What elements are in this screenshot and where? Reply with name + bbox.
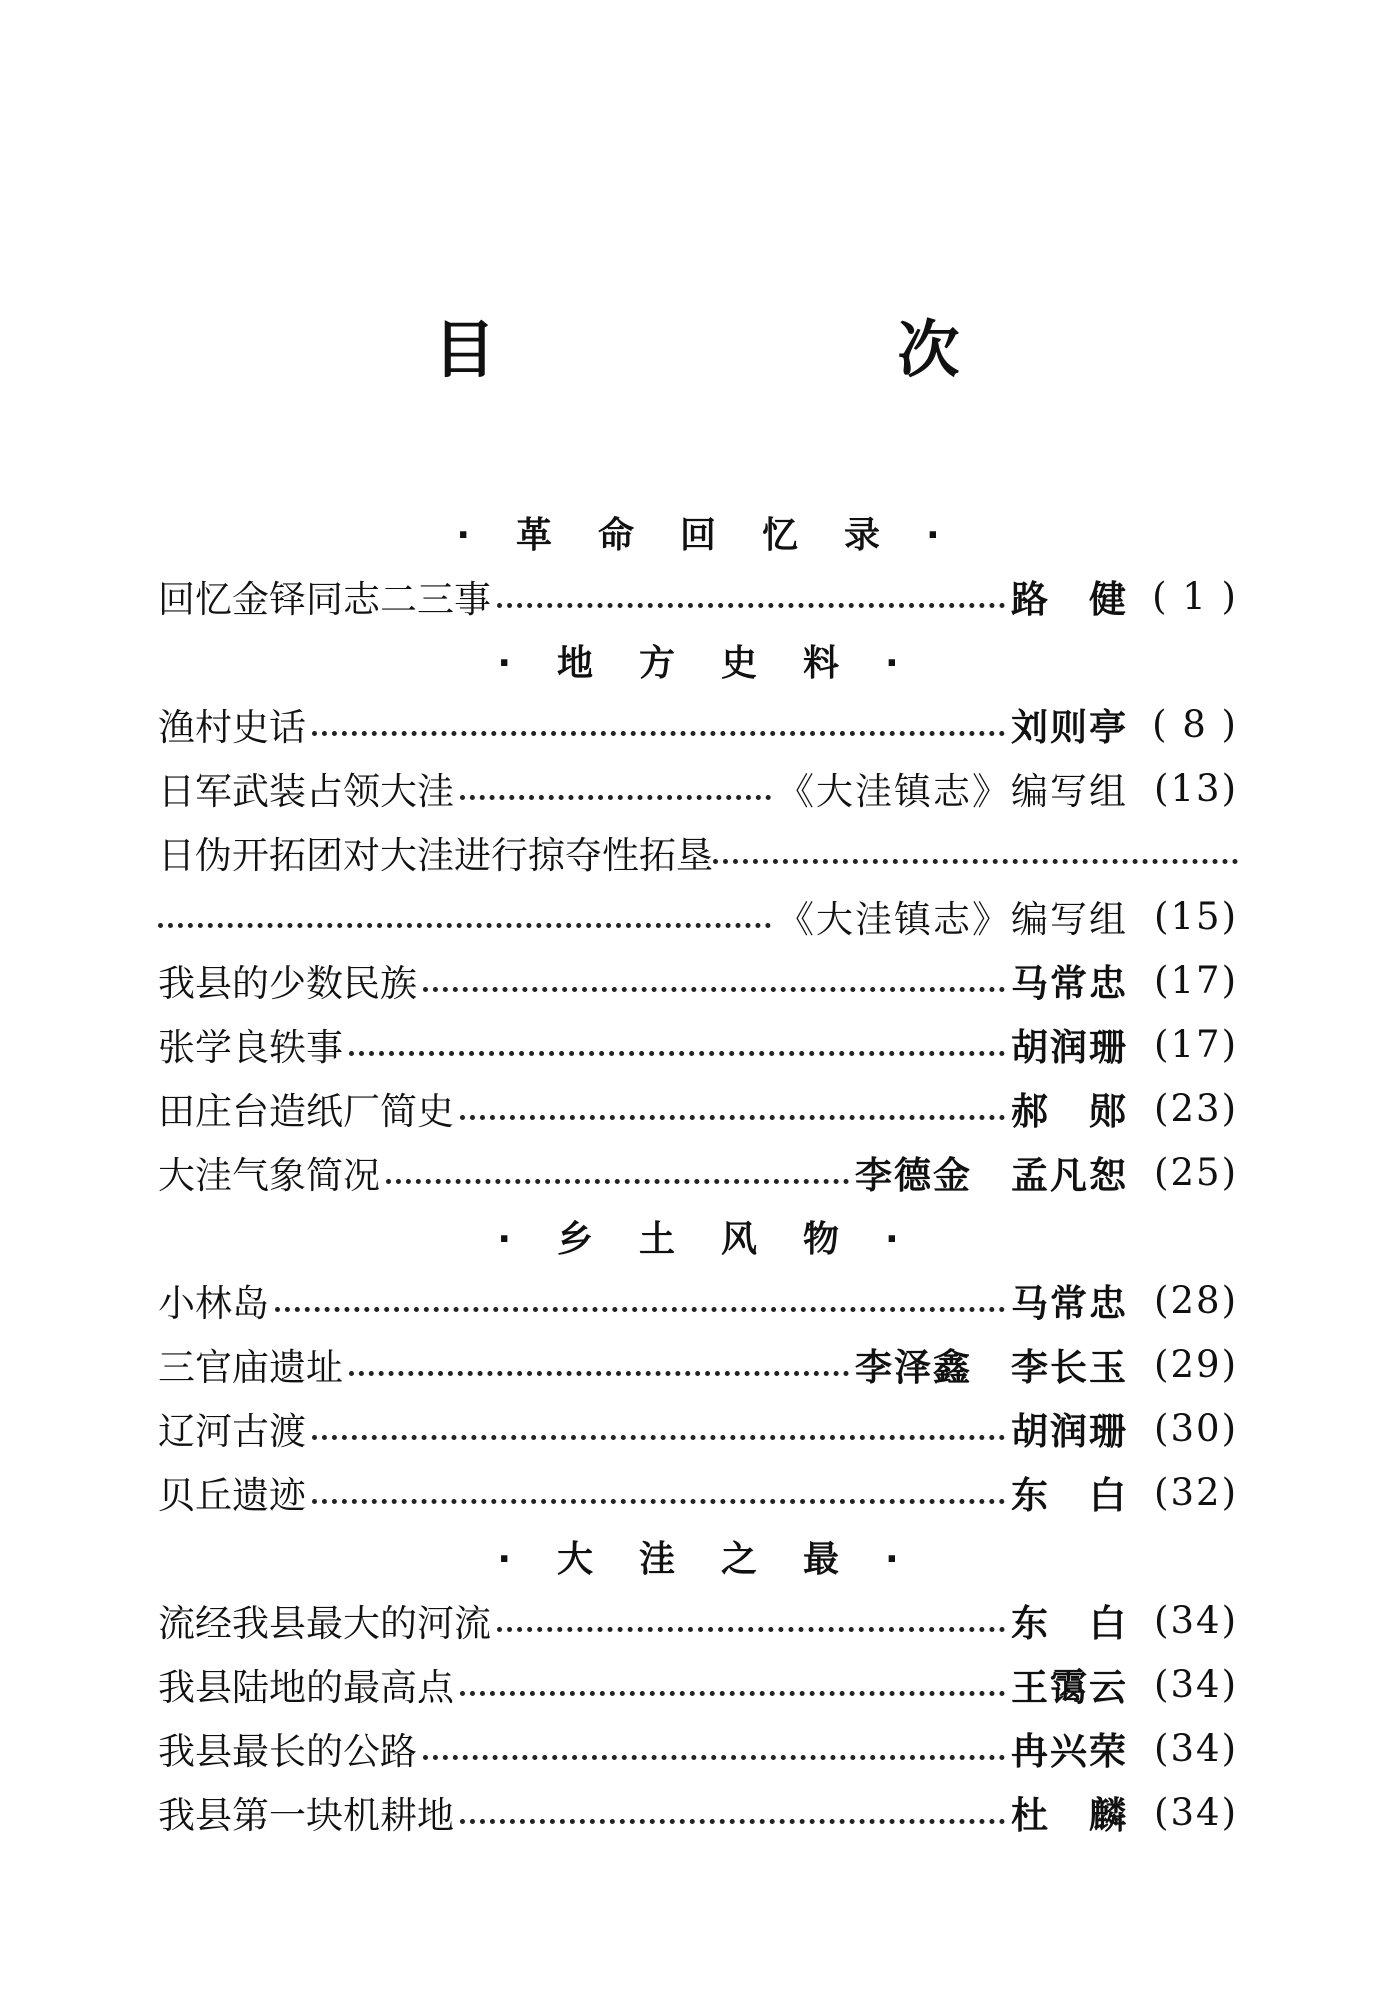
dot-leader	[312, 725, 1005, 736]
entry-page: (34)	[1154, 1662, 1238, 1706]
entry-page: (15)	[1154, 894, 1238, 938]
toc-entry	[158, 1716, 1238, 1780]
entry-page: ( 1 )	[1152, 574, 1238, 618]
entry-page: (32)	[1154, 1470, 1238, 1514]
toc-entry	[158, 1332, 1238, 1396]
toc-entry	[158, 1268, 1238, 1332]
dot-leader	[312, 1429, 1005, 1440]
dot-leader	[460, 1109, 1005, 1120]
entry-author: 郝 郧	[1011, 1090, 1128, 1133]
entry-title: 我县第一块机耕地	[158, 1794, 454, 1837]
entry-author: 王霭云	[1011, 1666, 1128, 1709]
entry-title: 流经我县最大的河流	[158, 1602, 491, 1645]
entry-author: 胡润珊	[1011, 1026, 1128, 1069]
entry-title: 我县最长的公路	[158, 1730, 417, 1773]
entry-title: 田庄台造纸厂简史	[158, 1090, 454, 1133]
entry-page: (29)	[1154, 1342, 1238, 1386]
entry-author: 杜 麟	[1011, 1794, 1128, 1837]
entry-author: 马常忠	[1011, 962, 1128, 1005]
entry-page: ( 8 )	[1152, 702, 1238, 746]
dot-leader	[423, 1749, 1005, 1760]
toc-entry	[158, 1076, 1238, 1140]
entry-page: (30)	[1154, 1406, 1238, 1450]
toc-entry	[158, 756, 1238, 820]
entry-author: 《大洼镇志》编写组	[777, 898, 1128, 941]
toc-entry	[158, 1780, 1238, 1844]
entry-title: 贝丘遗迹	[158, 1474, 306, 1517]
dot-leader	[460, 789, 771, 800]
entry-page: (25)	[1154, 1150, 1238, 1194]
toc-entry	[158, 1460, 1238, 1524]
dot-leader	[349, 1045, 1005, 1056]
dot-leader	[497, 1621, 1005, 1632]
entry-title: 张学良轶事	[158, 1026, 343, 1069]
dot-leader	[386, 1173, 849, 1184]
entry-page: (17)	[1154, 1022, 1238, 1066]
section-heading: ·大洼之最·	[497, 1538, 945, 1580]
entry-title: 辽河古渡	[158, 1410, 306, 1453]
entry-page: (17)	[1154, 958, 1238, 1002]
toc-entry	[158, 692, 1238, 756]
entry-title: 日伪开拓团对大洼进行掠夺性拓垦	[158, 834, 713, 877]
toc-entry	[158, 1652, 1238, 1716]
table-of-contents	[158, 500, 1238, 1844]
entry-title: 我县陆地的最高点	[158, 1666, 454, 1709]
entry-title: 回忆金铎同志二三事	[158, 578, 491, 621]
toc-entry	[158, 1140, 1238, 1204]
entry-author: 路 健	[1011, 578, 1128, 621]
entry-title: 渔村史话	[158, 706, 306, 749]
entry-title: 大洼气象简况	[158, 1154, 380, 1197]
dot-leader	[460, 1813, 1005, 1824]
entry-title: 三官庙遗址	[158, 1346, 343, 1389]
entry-author: 《大洼镇志》编写组	[777, 770, 1128, 813]
section-heading: ·地方史料·	[497, 642, 945, 684]
entry-author: 刘则亭	[1011, 706, 1128, 749]
entry-author: 李德金 孟凡恕	[855, 1154, 1128, 1197]
entry-author: 冉兴荣	[1011, 1730, 1128, 1773]
section-heading: ·乡土风物·	[497, 1218, 945, 1260]
entry-page: (13)	[1154, 766, 1238, 810]
entry-page: (28)	[1154, 1278, 1238, 1322]
dot-leader	[158, 917, 771, 928]
entry-page: (34)	[1154, 1790, 1238, 1834]
dot-leader	[275, 1301, 1005, 1312]
entry-author: 李泽鑫 李长玉	[855, 1346, 1128, 1389]
toc-entry	[158, 1588, 1238, 1652]
dot-leader	[460, 1685, 1005, 1696]
entry-page: (23)	[1154, 1086, 1238, 1130]
toc-entry-continued	[158, 884, 1238, 948]
entry-author: 马常忠	[1011, 1282, 1128, 1325]
dot-leader	[423, 981, 1005, 992]
toc-entry	[158, 948, 1238, 1012]
dot-leader	[312, 1493, 1005, 1504]
entry-author: 胡润珊	[1011, 1410, 1128, 1453]
toc-entry	[158, 1396, 1238, 1460]
page-title: 目 次	[433, 313, 1130, 386]
dot-leader	[349, 1365, 849, 1376]
entry-author: 东 白	[1011, 1474, 1128, 1517]
entry-author: 东 白	[1011, 1602, 1128, 1645]
dot-leader	[713, 853, 1238, 864]
toc-entry	[158, 1012, 1238, 1076]
entry-title: 日军武装占领大洼	[158, 770, 454, 813]
section-heading: ·革命回忆录·	[456, 514, 986, 556]
dot-leader	[497, 597, 1005, 608]
entry-page: (34)	[1154, 1598, 1238, 1642]
entry-title: 小林岛	[158, 1282, 269, 1325]
toc-entry-line	[158, 820, 1238, 884]
toc-entry	[158, 564, 1238, 628]
entry-title: 我县的少数民族	[158, 962, 417, 1005]
entry-page: (34)	[1154, 1726, 1238, 1770]
